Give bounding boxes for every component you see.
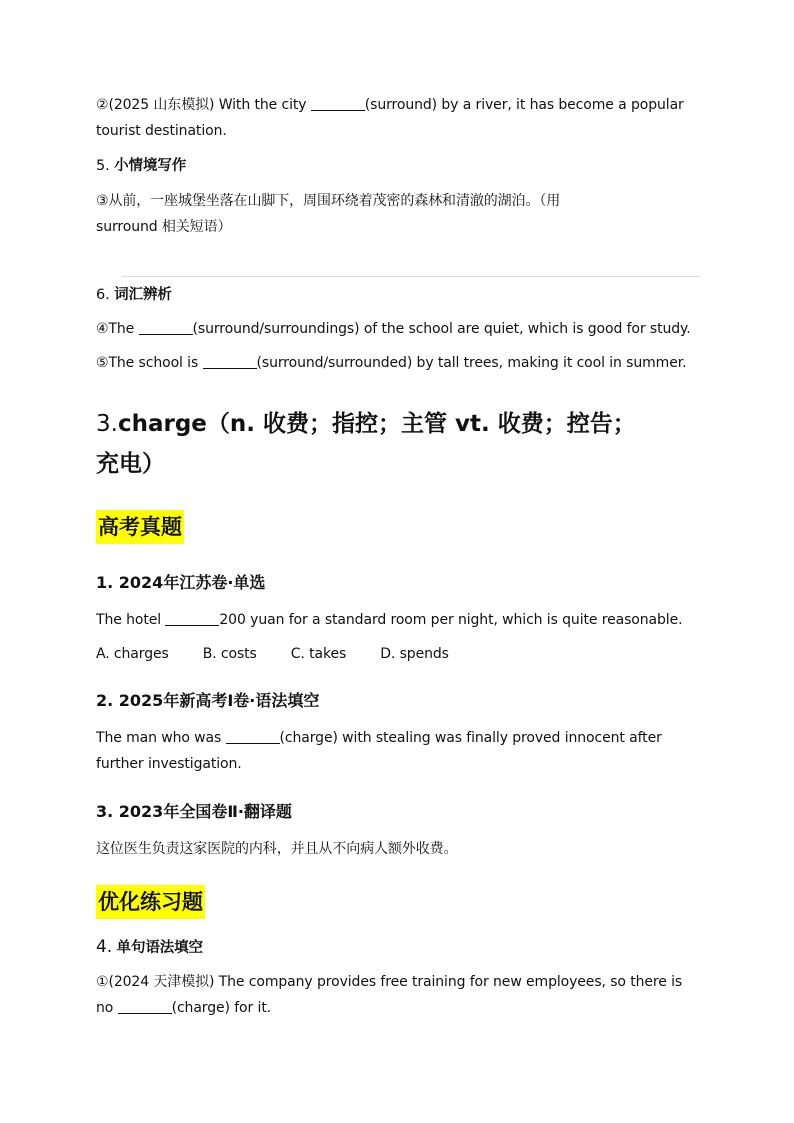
exam-1-question: The hotel 200 yuan for a standard room per night, which is quite reasonable. <box>96 612 683 628</box>
headword: charge <box>117 411 207 437</box>
answer-divider <box>122 276 700 277</box>
practice-section-title: 优化练习题 <box>96 885 205 919</box>
answer-blank[interactable] <box>139 320 193 335</box>
question-4-vocab: ④The (surround/surroundings) of the school are quiet, which is good for study. <box>96 321 691 337</box>
circled-number: ② <box>96 97 109 113</box>
exam-2-question-line-1: The man who was (charge) with stealing was finally proved innocent after <box>96 730 662 746</box>
gaokao-section-title: 高考真题 <box>96 510 184 544</box>
exam-1-options <box>96 641 483 667</box>
question-source: (2025 山东模拟) <box>108 97 215 113</box>
answer-blank[interactable] <box>165 611 219 626</box>
option-c[interactable]: C. takes <box>290 646 347 662</box>
writing-prompt-line-1: ③从前，一座城堡坐落在山脚下，周围环绕着茂密的森林和清澈的湖泊。（用 <box>96 193 561 209</box>
exam-1-title: 1. 2024年江苏卷·单选 <box>96 573 266 592</box>
answer-blank[interactable] <box>226 729 280 744</box>
section-5-heading: 5. 小情境写作 <box>96 158 187 174</box>
answer-blank[interactable] <box>118 999 172 1014</box>
answer-blank[interactable] <box>203 354 257 369</box>
writing-prompt-line-2: surround 相关短语） <box>96 219 232 235</box>
exam-3-question: 这位医生负责这家医院的内科，并且从不向病人额外收费。 <box>96 841 458 857</box>
option-b[interactable]: B. costs <box>202 646 257 662</box>
question-2-line-1: ②(2025 山东模拟) With the city (surround) by a river, it has become a popular <box>96 97 684 113</box>
section-4-heading: 4. 单句语法填空 <box>96 937 203 957</box>
option-a[interactable]: A. charges <box>96 646 169 662</box>
word-heading: 3.charge（n. 收费；指控；主管 vt. 收费；控告； 充电） <box>96 411 636 477</box>
circled-number: ① <box>96 974 109 990</box>
question-source: (2024 天津模拟) <box>108 974 215 990</box>
practice-1-line-2: no (charge) for it. <box>96 1000 272 1016</box>
question-5-vocab: ⑤The school is (surround/surrounded) by tall trees, making it cool in summer. <box>96 355 687 371</box>
practice-1-line-1: ①(2024 天津模拟) The company provides free training for new employees, so there is <box>96 974 683 990</box>
answer-blank[interactable] <box>311 96 365 111</box>
question-2-line-2: tourist destination. <box>96 123 227 139</box>
section-6-heading: 6. 词汇辨析 <box>96 287 172 303</box>
exam-3-title: 3. 2023年全国卷Ⅱ·翻译题 <box>96 802 292 821</box>
option-d[interactable]: D. spends <box>380 646 449 662</box>
exam-2-question-line-2: further investigation. <box>96 756 242 772</box>
exam-2-title: 2. 2025年新高考Ⅰ卷·语法填空 <box>96 691 320 710</box>
